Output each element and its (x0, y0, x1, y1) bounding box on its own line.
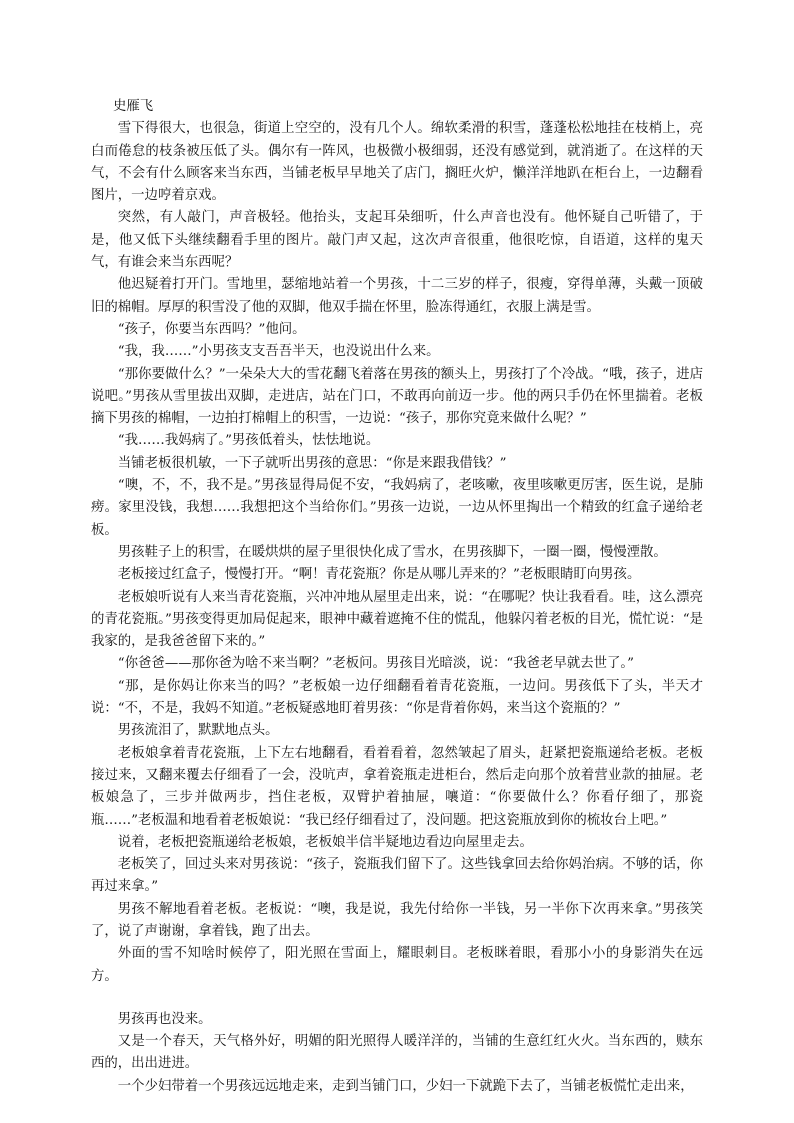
paragraph: “噢，不，不，我不是。”男孩显得局促不安，“我妈病了，老咳嗽，夜里咳嗽更厉害，医生说，是肺痨。家里没钱，我想……我想把这个当给你们。”男孩一边说，一边从怀里掏出一个精致的红盒子递给老板。 (91, 478, 703, 538)
paragraph: 说着，老板把瓷瓶递给老板娘，老板娘半信半疑地边看边向屋里走去。 (117, 834, 533, 850)
document-page (91, 96, 703, 1098)
paragraph: 外面的雪不知啥时候停了，阳光照在雪面上，耀眼刺目。老板眯着眼，看那小小的身影消失在远方。 (91, 946, 703, 984)
story-section-2 (91, 1009, 703, 1098)
paragraph: 突然，有人敲门，声音极轻。他抬头，支起耳朵细听，什么声音也没有。他怀疑自己听错了，于是，他又低下头继续翻看手里的图片。敲门声又起，这次声音很重，他很吃惊，自语道，这样的鬼天气，有谁会来当东西呢？ (91, 210, 703, 271)
paragraph: 一个少妇带着一个男孩远远地走来，走到当铺门口，少妇一下就跪下去了，当铺老板慌忙走出来， (117, 1078, 694, 1094)
story-section-1 (91, 118, 703, 988)
paragraph: 男孩再也没来。 (117, 1011, 212, 1027)
paragraph: 老板笑了，回过头来对男孩说：“孩子，瓷瓶我们留下了。这些钱拿回去给你妈治病。不够的话，你再过来拿。” (91, 857, 703, 895)
paragraph: 又是一个春天，天气格外好，明媚的阳光照得人暖洋洋的，当铺的生意红红火火。当东西的，赎东西的，出出进进。 (91, 1034, 703, 1072)
paragraph: 当铺老板很机敏，一下子就听出男孩的意思：“你是来跟我借钱？” (117, 455, 507, 471)
paragraph: “我，我……”小男孩支支吾吾半天，也没说出什么来。 (117, 344, 440, 360)
section-gap (91, 988, 703, 1009)
paragraph: “孩子，你要当东西吗？”他问。 (117, 321, 306, 337)
author-name: 史雁飞 (113, 99, 154, 114)
paragraph: 老板娘拿着青花瓷瓶，上下左右地翻看，看着看着，忽然皱起了眉头，赶紧把瓷瓶递给老板。老板接过来，又翻来覆去仔细看了一会，没吭声，拿着瓷瓶走进柜台，然后走向那个放着营业款的抽屉。老板娘急了，三步并做两步，挡住老板，双臂护着抽屉，嚷道：“你要做什么？你看仔细了，那瓷瓶……”老板温和地看着老板娘说：“我已经仔细看过了，没问题。把这瓷瓶放到你的梳妆台上吧。” (91, 745, 703, 828)
paragraph: 老板娘听说有人来当青花瓷瓶，兴冲冲地从屋里走出来，说：“在哪呢？快让我看看。哇，这么漂亮的青花瓷瓶。”男孩变得更加局促起来，眼神中藏着遮掩不住的慌乱，他躲闪着老板的目光，慌忙说：“是我家的，是我爸爸留下来的。” (91, 589, 703, 650)
paragraph: 男孩流泪了，默默地点头。 (117, 723, 279, 739)
paragraph: 男孩不解地看着老板。老板说：“噢，我是说，我先付给你一半钱，另一半你下次再来拿。”男孩笑了，说了声谢谢，拿着钱，跑了出去。 (91, 901, 703, 939)
paragraph: “那你要做什么？”一朵朵大大的雪花翻飞着落在男孩的额头上，男孩打了个冷战。“哦，孩子，进店说吧。”男孩从雪里拔出双脚，走进店，站在门口，不敢再向前迈一步。他的两只手仍在怀里揣着。老板摘下男孩的棉帽，一边拍打棉帽上的积雪，一边说：“孩子，那你究竟来做什么呢？” (91, 366, 703, 427)
paragraph: 老板接过红盒子，慢慢打开。“啊！青花瓷瓶？你是从哪儿弄来的？”老板眼睛盯向男孩。 (117, 567, 641, 583)
paragraph: “那，是你妈让你来当的吗？”老板娘一边仔细翻看着青花瓷瓶，一边问。男孩低下了头，半天才说：“不，不是，我妈不知道。”老板疑惑地盯着男孩：“你是背着你妈，来当这个瓷瓶的？” (91, 678, 703, 717)
paragraph: 他迟疑着打开门。雪地里，瑟缩地站着一个男孩，十二三岁的样子，很瘦，穿得单薄，头戴一顶破旧的棉帽。厚厚的积雪没了他的双脚，他双手揣在怀里，脸冻得通红，衣服上满是雪。 (91, 277, 703, 315)
paragraph: “我……我妈病了。”男孩低着头，怯怯地说。 (117, 433, 380, 449)
paragraph: 男孩鞋子上的积雪，在暖烘烘的屋子里很快化成了雪水，在男孩脚下，一圈一圈，慢慢湮散。 (117, 544, 667, 560)
paragraph: “你爸爸——那你爸为啥不来当啊？”老板问。男孩目光暗淡，说：“我爸老早就去世了。” (117, 656, 634, 672)
paragraph: 雪下得很大，也很急，街道上空空的，没有几个人。绵软柔滑的积雪，蓬蓬松松地挂在枝梢上，亮白而倦怠的枝条被压低了头。偶尔有一阵风，也极微小极细弱，还没有感觉到，就消逝了。在这样的天气，不会有什么顾客来当东西，当铺老板早早地关了店门，搁旺火炉，懒洋洋地趴在柜台上，一边翻看图片，一边哼着京戏。 (91, 121, 703, 204)
